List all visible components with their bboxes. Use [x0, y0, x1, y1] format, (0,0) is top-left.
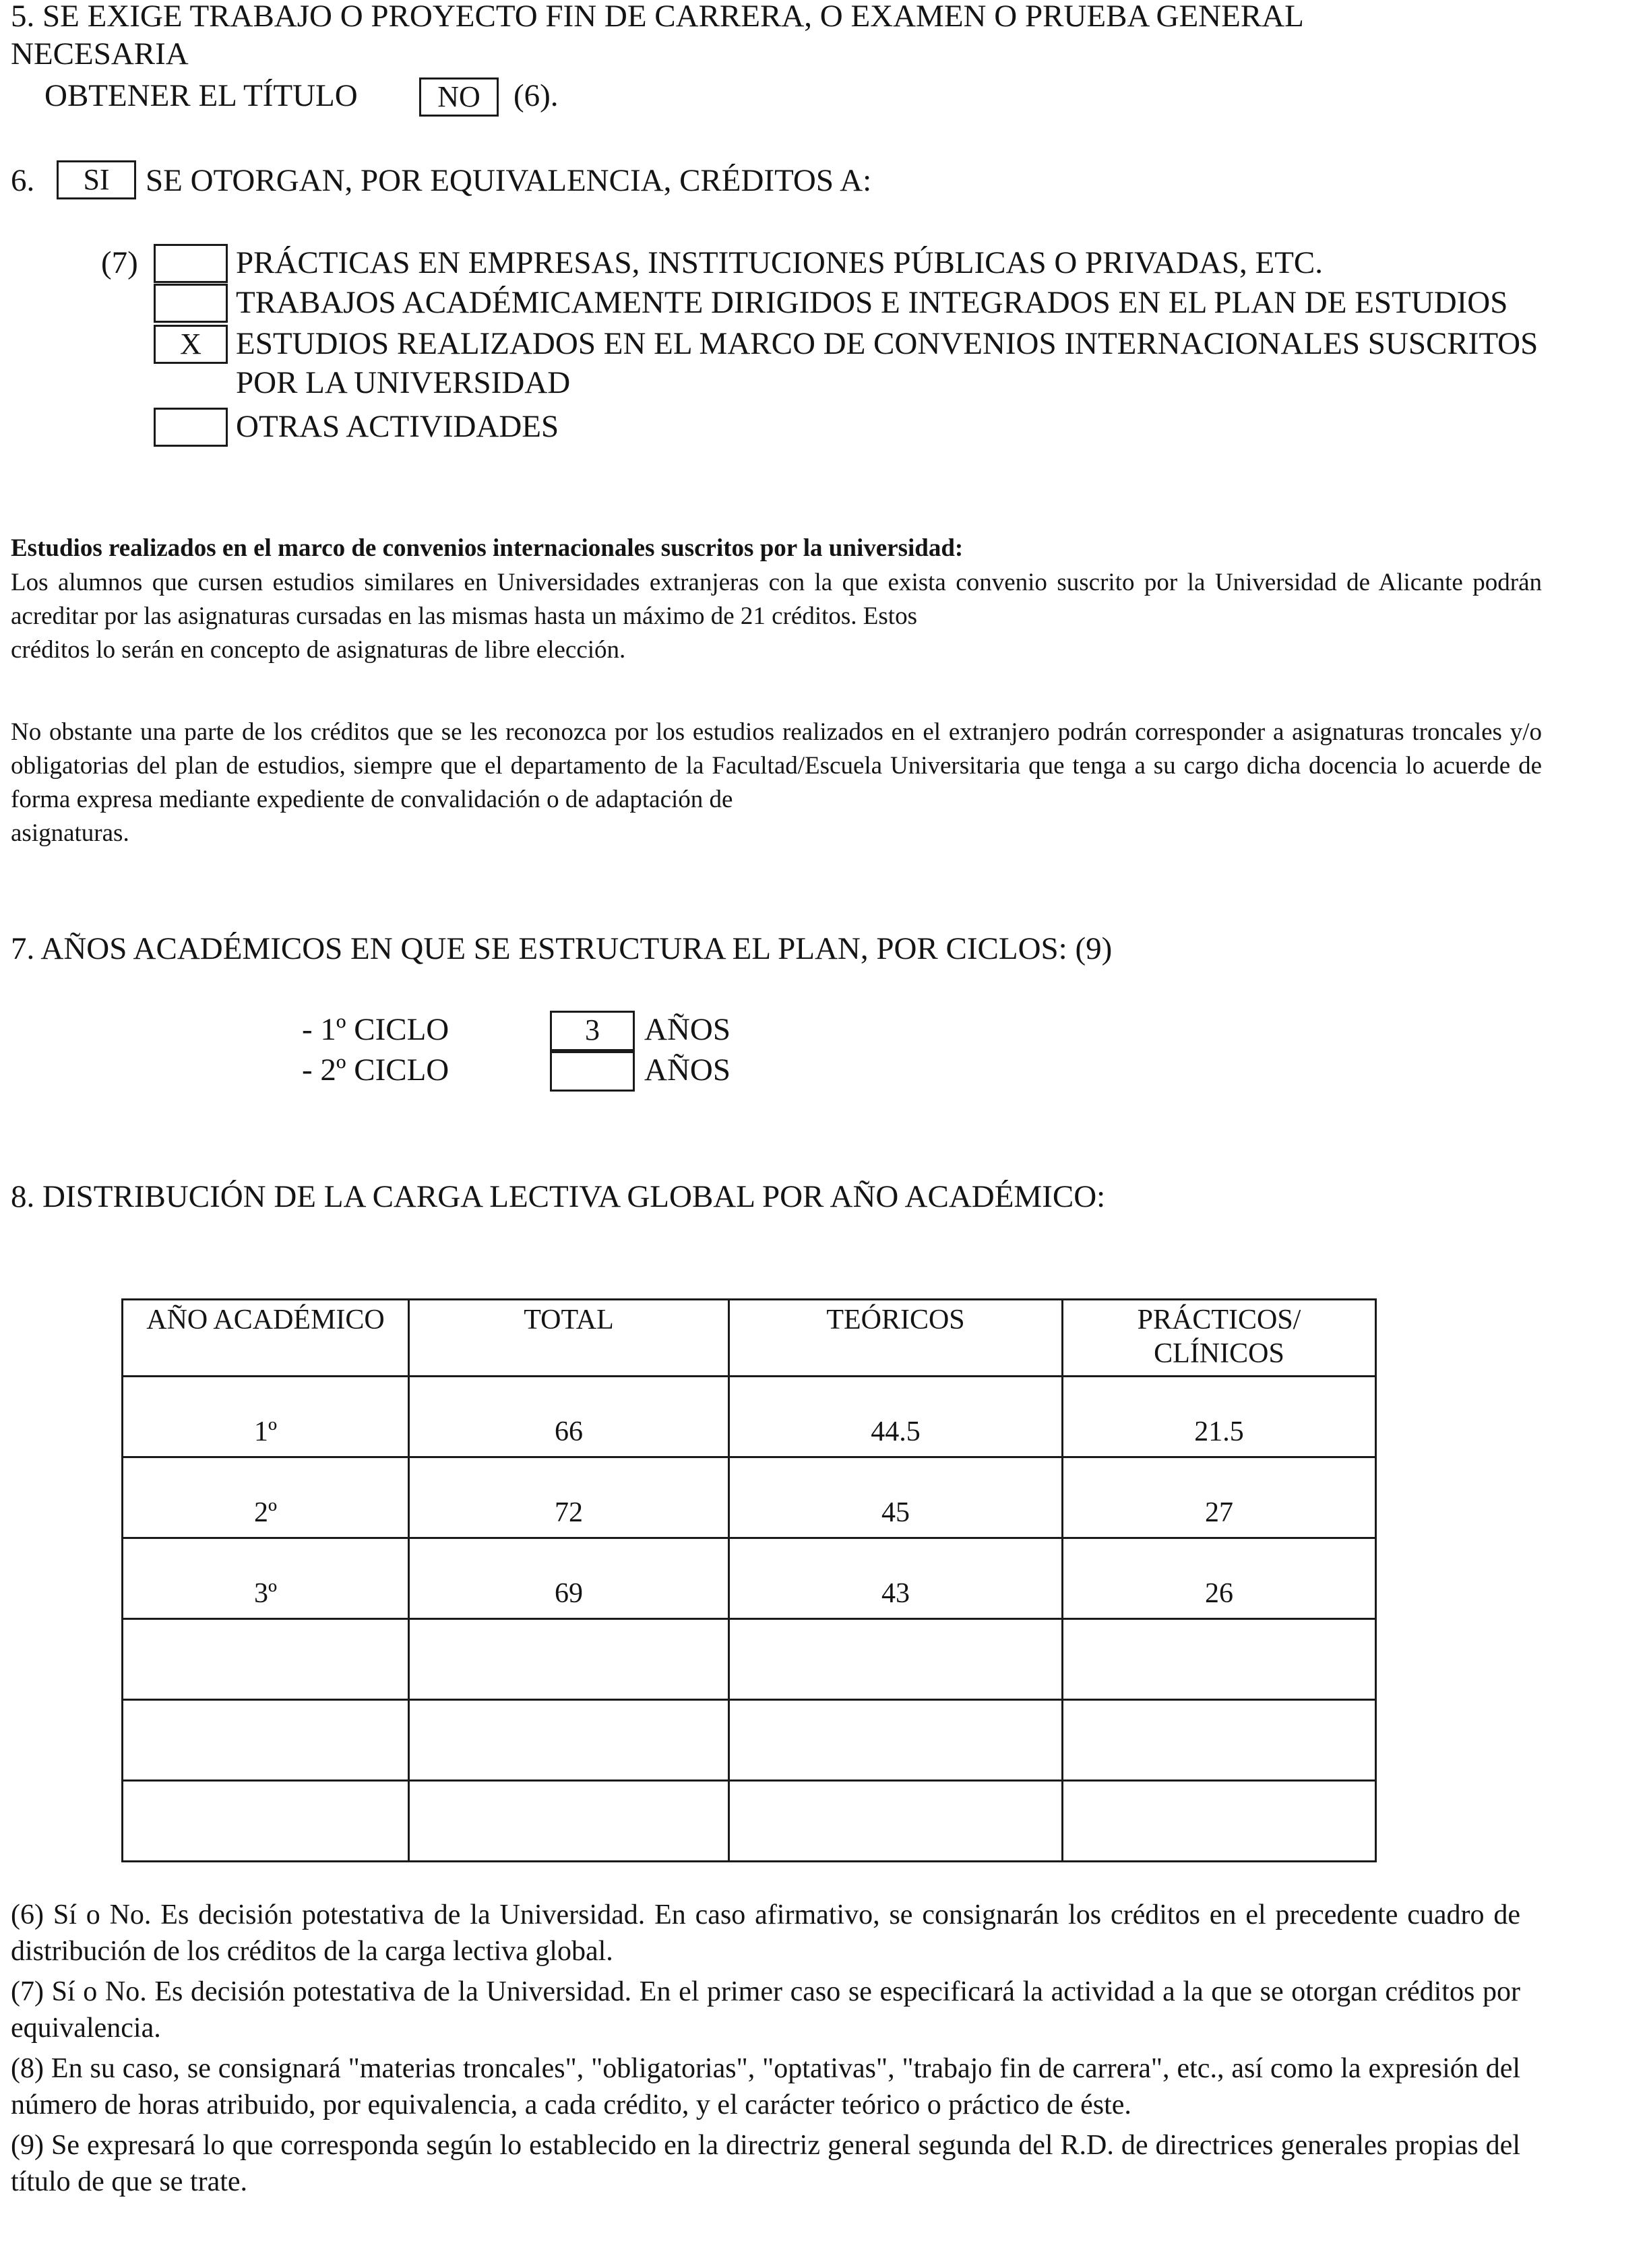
cell-teoricos: 44.5: [729, 1377, 1063, 1457]
convenios-p1-text: Los alumnos que cursen estudios similares en Universidades extranjeras con la que exista convenio suscrito por la Universidad de Alicante podrán acreditar por las asignaturas cursadas en las mismas hasta un máximo de 21 créditos. Estos: [11, 569, 1542, 630]
convenios-p1-last: créditos lo serán en concepto de asignaturas de libre elección.: [11, 636, 626, 664]
header-total: TOTAL: [409, 1300, 729, 1377]
table-row: [123, 1457, 1376, 1538]
cell-total: [409, 1781, 729, 1862]
cell-year: 1º: [123, 1377, 409, 1457]
cell-year: 2º: [123, 1457, 409, 1538]
option-label-trabajos: TRABAJOS ACADÉMICAMENTE DIRIGIDOS E INTEGRADOS EN EL PLAN DE ESTUDIOS: [236, 285, 1508, 320]
option-label-convenios-cont: POR LA UNIVERSIDAD: [236, 365, 571, 400]
convenios-heading: Estudios realizados en el marco de convenios internacionales suscritos por la universidad:: [11, 534, 964, 562]
section6-ref: (7): [101, 245, 138, 280]
header-practicos: [1063, 1300, 1376, 1377]
cell-practicos: 27: [1063, 1457, 1376, 1538]
cell-practicos: 21.5: [1063, 1377, 1376, 1457]
cell-practicos: [1063, 1700, 1376, 1781]
footnote-8: (8) En su caso, se consignará "materias troncales", "obligatorias", "optativas", "trabajo fin de carrera", etc., así como la expresión del número de horas atribuido, por equivalencia, a cada crédito, y el carácter teórico o práctico de éste.: [11, 2053, 1520, 2120]
section6-number: 6.: [11, 163, 35, 198]
cell-practicos: [1063, 1619, 1376, 1700]
convenios-paragraph-2: [11, 716, 1542, 850]
section8-title: 8. DISTRIBUCIÓN DE LA CARGA LECTIVA GLOBAL POR AÑO ACADÉMICO:: [11, 1179, 1106, 1214]
cycle1-unit: AÑOS: [644, 1012, 731, 1047]
cell-year: [123, 1619, 409, 1700]
option-label-practicas: PRÁCTICAS EN EMPRESAS, INSTITUCIONES PÚBLICAS O PRIVADAS, ETC.: [236, 245, 1324, 280]
header-practicos-line2: CLÍNICOS: [1154, 1338, 1284, 1370]
option-checkbox-practicas[interactable]: [154, 244, 228, 283]
section5-line3: OBTENER EL TÍTULO: [44, 78, 358, 113]
footnote-9: (9) Se expresará lo que corresponda según lo establecido en la directriz general segunda del R.D. de directrices generales propias del título de que se trate.: [11, 2130, 1520, 2197]
cycle2-label: - 2º CICLO: [302, 1052, 449, 1088]
cell-teoricos: 43: [729, 1538, 1063, 1619]
cell-total: [409, 1700, 729, 1781]
table-row: [123, 1700, 1376, 1781]
footnotes: [11, 1897, 1520, 2204]
header-teoricos: TEÓRICOS: [729, 1300, 1063, 1377]
cell-year: [123, 1781, 409, 1862]
cycle1-years-box[interactable]: 3: [550, 1011, 635, 1051]
cell-year: [123, 1700, 409, 1781]
cycle2-years-box[interactable]: [550, 1051, 635, 1092]
cell-practicos: [1063, 1781, 1376, 1862]
section6-answer-box[interactable]: SI: [57, 160, 136, 199]
cell-total: [409, 1619, 729, 1700]
section5-line2: NECESARIA: [11, 36, 189, 71]
header-practicos-line1: PRÁCTICOS/: [1137, 1304, 1301, 1335]
table-row: [123, 1377, 1376, 1457]
table-header-row: [123, 1300, 1376, 1377]
cell-teoricos: [729, 1700, 1063, 1781]
cell-teoricos: [729, 1781, 1063, 1862]
table-row: [123, 1538, 1376, 1619]
option-label-convenios: ESTUDIOS REALIZADOS EN EL MARCO DE CONVENIOS INTERNACIONALES SUSCRITOS: [236, 326, 1539, 361]
table-row: [123, 1619, 1376, 1700]
cell-year: 3º: [123, 1538, 409, 1619]
convenios-paragraph-1: [11, 566, 1542, 667]
cell-teoricos: [729, 1619, 1063, 1700]
cell-teoricos: 45: [729, 1457, 1063, 1538]
footnote-7: (7) Sí o No. Es decisión potestativa de la Universidad. En el primer caso se especificará la actividad a la que se otorgan créditos por equivalencia.: [11, 1976, 1520, 2044]
section7-title: 7. AÑOS ACADÉMICOS EN QUE SE ESTRUCTURA EL PLAN, POR CICLOS: (9): [11, 931, 1113, 966]
cycle1-label: - 1º CICLO: [302, 1012, 449, 1047]
option-checkbox-otras[interactable]: [154, 408, 228, 447]
option-checkbox-convenios[interactable]: X: [154, 325, 228, 364]
table-row: [123, 1781, 1376, 1862]
section5-answer-box[interactable]: NO: [419, 77, 499, 117]
header-ano-academico: AÑO ACADÉMICO: [123, 1300, 409, 1377]
section5-ref: (6).: [514, 78, 559, 113]
cell-total: 66: [409, 1377, 729, 1457]
cell-practicos: 26: [1063, 1538, 1376, 1619]
footnote-6: (6) Sí o No. Es decisión potestativa de la Universidad. En caso afirmativo, se consignarán los créditos en el precedente cuadro de distribución de los créditos de la carga lectiva global.: [11, 1899, 1520, 1967]
cell-total: 72: [409, 1457, 729, 1538]
section6-title: SE OTORGAN, POR EQUIVALENCIA, CRÉDITOS A:: [146, 163, 872, 198]
cell-total: 69: [409, 1538, 729, 1619]
cycle2-unit: AÑOS: [644, 1052, 731, 1088]
carga-lectiva-table: [121, 1298, 1377, 1862]
section5-line1: 5. SE EXIGE TRABAJO O PROYECTO FIN DE CARRERA, O EXAMEN O PRUEBA GENERAL: [11, 0, 1304, 34]
option-label-otras: OTRAS ACTIVIDADES: [236, 409, 559, 444]
convenios-p2-last: asignaturas.: [11, 819, 129, 847]
convenios-p2-text: No obstante una parte de los créditos que se les reconozca por los estudios realizados en el extranjero podrán corresponder a asignaturas troncales y/o obligatorias del plan de estudios, siempre que el departamento de la Facultad/Escuela Universitaria que tenga a su cargo dicha docencia lo acuerde de forma expresa mediante expediente de convalidación o de adaptación de: [11, 718, 1542, 813]
option-checkbox-trabajos[interactable]: [154, 284, 228, 323]
